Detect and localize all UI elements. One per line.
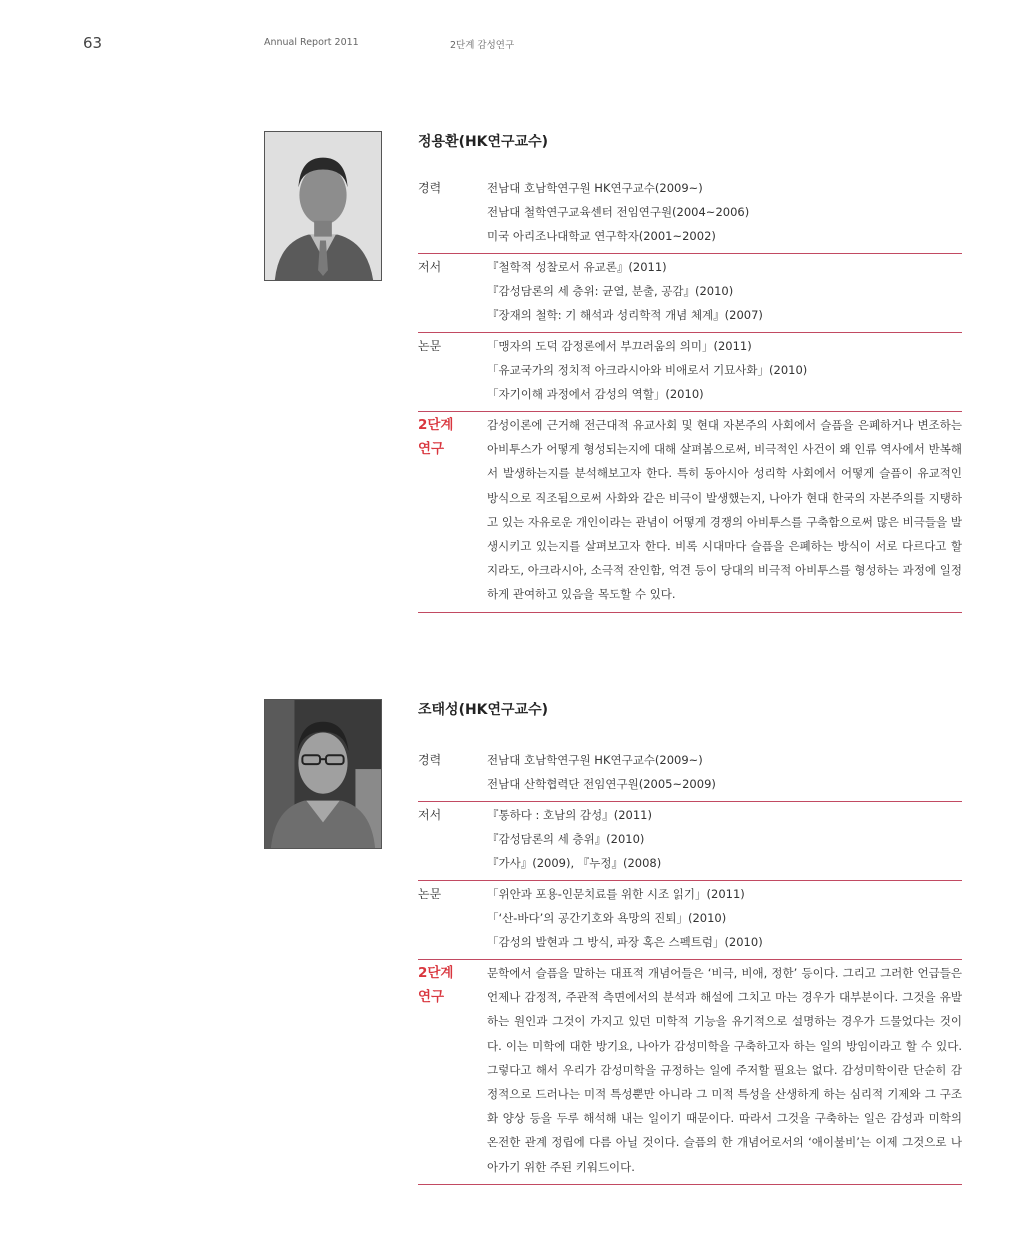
book-item: 『가사』(2009), 『누정』(2008) <box>487 856 662 870</box>
portrait-photo <box>264 131 382 281</box>
career-item: 전남대 호남학연구원 HK연구교수(2009~) <box>487 753 703 767</box>
portrait-image <box>265 132 381 280</box>
papers-section <box>418 881 962 960</box>
career-label: 경력 <box>418 181 442 195</box>
portrait-photo <box>264 699 382 849</box>
books-label: 저서 <box>418 260 442 274</box>
profile-table <box>418 747 962 1185</box>
portrait-image <box>265 700 381 848</box>
papers-label: 논문 <box>418 887 442 901</box>
books-section <box>418 802 962 881</box>
books-label: 저서 <box>418 808 442 822</box>
career-item: 전남대 철학연구교육센터 전임연구원(2004~2006) <box>487 205 750 219</box>
book-item: 『장재의 철학: 기 해석과 성리학적 개념 체계』(2007) <box>487 308 763 322</box>
career-item: 전남대 산학협력단 전임연구원(2005~2009) <box>487 777 716 791</box>
research-label: 2단계 연구 <box>418 417 454 457</box>
paper-item: 「유교국가의 정치적 아크라시아와 비애로서 기묘사화」(2010) <box>487 363 808 377</box>
book-item: 『감성담론의 세 층위』(2010) <box>487 832 645 846</box>
books-section <box>418 254 962 333</box>
page-number: 63 <box>83 34 103 52</box>
running-header-section: 2단계 감성연구 <box>450 40 515 51</box>
career-section <box>418 175 962 254</box>
paper-item: 「맹자의 도덕 감정론에서 부끄러움의 의미」(2011) <box>487 339 752 353</box>
running-header-report: Annual Report 2011 <box>264 37 359 48</box>
profile-name: 정용환(HK연구교수) <box>418 134 549 150</box>
book-item: 『철학적 성찰로서 유교론』(2011) <box>487 260 667 274</box>
career-label: 경력 <box>418 753 442 767</box>
research-section <box>418 960 962 1185</box>
career-item: 전남대 호남학연구원 HK연구교수(2009~) <box>487 181 703 195</box>
book-item: 『통하다 : 호남의 감성』(2011) <box>487 808 652 822</box>
research-text: 문학에서 슬픔을 말하는 대표적 개념어들은 ‘비극, 비애, 정한’ 등이다. 그리고 그러한 언급들은 언제나 감정적, 주관적 측면에서의 분석과 해설에 그치고 마는 경우가 대부분이다. 그것을 유발하는 원인과 그것이 가지고 있던 미학적 기능을 유기적으로 설명하는 경우가 드물었다는 것이다. 이는 미학에 대한 방기요, 나아가 감성미학을 구축하고자 하는 일의 방임이라고 할 수 있다. 그렇다고 해서 우리가 감성미학을 규정하는 일에 주저할 필요는 없다. 감성미학이란 단순히 감정적으로 드러나는 미적 특성뿐만 아니라 그 미적 특성을 산생하게 하는 심리적 기제와 그 구조화 양상 등을 두루 해석해 내는 일이기 때문이다. 따라서 그것을 구축하는 일은 감성과 미학의 온전한 관계 정립에 다름 아닐 것이다. 슬픔의 한 개념어로서의 ‘애이불비’는 이제 그것으로 나아가기 위한 주된 키워드이다. <box>487 966 962 1174</box>
paper-item: 「‘산-바다’의 공간기호와 욕망의 진퇴」(2010) <box>487 911 727 925</box>
career-section <box>418 747 962 802</box>
research-text: 감성이론에 근거해 전근대적 유교사회 및 현대 자본주의 사회에서 슬픔을 은폐하거나 변조하는 아비투스가 어떻게 형성되는지에 대해 살펴봄으로써, 비극적인 사건이 왜 인류 역사에서 반복해서 발생하는지를 분석해보고자 한다. 특히 동아시아 성리학 사회에서 어떻게 슬픔이 유교적인 방식으로 직조됨으로써 사화와 같은 비극이 발생했는지, 나아가 현대 한국의 자본주의를 지탱하고 있는 자유로운 개인이라는 관념이 어떻게 경쟁의 아비투스를 구축함으로써 많은 비극들을 발생시키고 있는지를 살펴보고자 한다. 비록 시대마다 슬픔을 은폐하는 방식이 서로 다르다고 할지라도, 아크라시아, 소극적 잔인함, 억견 등이 당대의 비극적 아비투스를 형성하는 과정에 일정하게 관여하고 있음을 목도할 수 있다. <box>487 418 962 602</box>
career-item: 미국 아리조나대학교 연구학자(2001~2002) <box>487 229 716 243</box>
profile-name: 조태성(HK연구교수) <box>418 702 549 718</box>
research-section <box>418 412 962 613</box>
papers-label: 논문 <box>418 339 442 353</box>
papers-section <box>418 333 962 412</box>
paper-item: 「위안과 포용-인문치료를 위한 시조 읽기」(2011) <box>487 887 745 901</box>
book-item: 『감성담론의 세 층위: 균열, 분출, 공감』(2010) <box>487 284 734 298</box>
research-label: 2단계 연구 <box>418 965 454 1005</box>
paper-item: 「감성의 발현과 그 방식, 파장 혹은 스펙트럼」(2010) <box>487 935 763 949</box>
profile-table <box>418 175 962 613</box>
paper-item: 「자기이해 과정에서 감성의 역할」(2010) <box>487 387 704 401</box>
